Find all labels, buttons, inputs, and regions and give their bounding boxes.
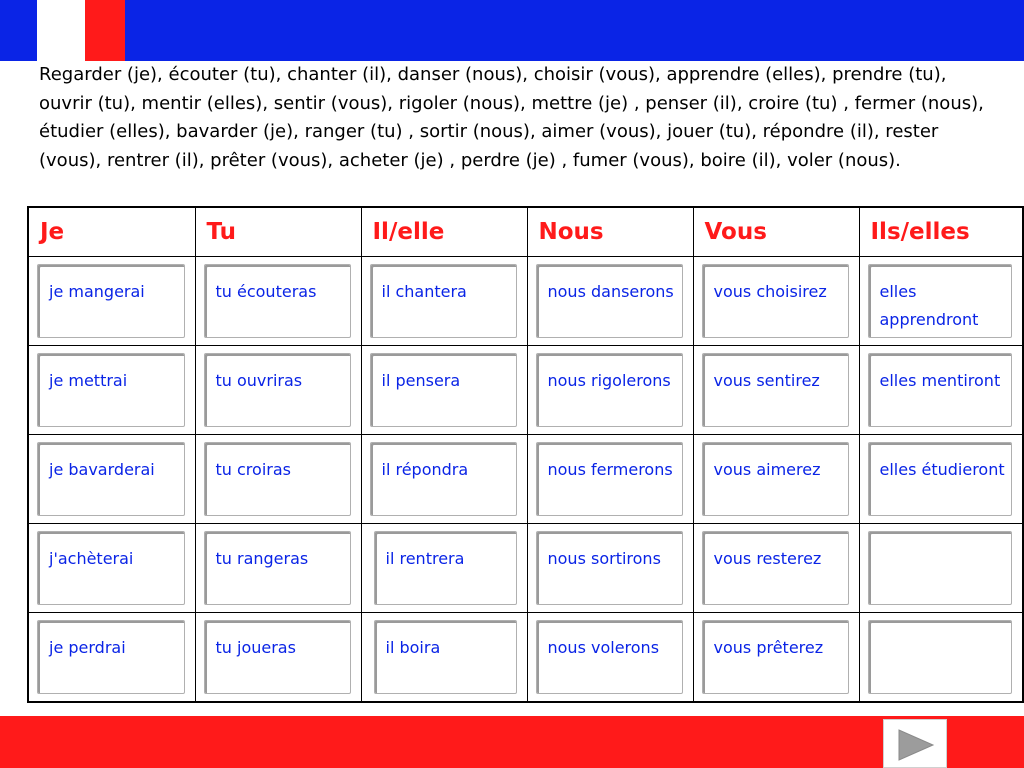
table-cell (859, 346, 1023, 435)
table-cell (527, 346, 693, 435)
answer-box[interactable] (37, 442, 185, 516)
table-row (28, 613, 1023, 703)
answer-text: vous prêterez (713, 638, 824, 657)
answer-text: tu croiras (215, 460, 291, 479)
table-cell (859, 524, 1023, 613)
answer-box[interactable] (370, 442, 517, 516)
answer-box[interactable] (204, 531, 351, 605)
answer-box[interactable] (370, 353, 517, 427)
play-arrow-icon (897, 728, 935, 762)
table-cell (361, 435, 527, 524)
answer-box[interactable] (374, 620, 517, 694)
table-cell (527, 257, 693, 346)
answer-box[interactable] (536, 442, 683, 516)
answer-box[interactable] (37, 264, 185, 338)
answer-text: nous sortirons (547, 549, 661, 568)
table-cell (28, 346, 195, 435)
answer-text: nous danserons (547, 282, 674, 301)
instructions-text: Regarder (je), écouter (tu), chanter (il), danser (nous), choisir (vous), apprendre (elles), prendre (tu), ouvrir (tu), mentir (elles), sentir (vous), rigoler (nous), mettre (je) , penser (il), croire (tu) , fermer (nous), étudier (elles), bavarder (je), ranger (tu) , sortir (nous), aimer (vous), jouer (tu), répondre (il), rester (vous), rentrer (il), prêter (vous), acheter (je) , perdre (je) , fumer (vous), boire (il), voler (nous). (39, 64, 984, 171)
table-cell (693, 346, 859, 435)
answer-box[interactable] (868, 353, 1013, 427)
answer-text: je mangerai (49, 282, 145, 301)
answer-text: je mettrai (49, 371, 128, 390)
column-header-tu: Tu (195, 207, 361, 257)
table-cell (361, 346, 527, 435)
answer-text: nous volerons (547, 638, 660, 657)
answer-text: tu écouteras (215, 282, 317, 301)
table-cell (859, 435, 1023, 524)
answer-box[interactable] (536, 620, 683, 694)
answer-box[interactable] (37, 620, 185, 694)
bottom-banner (0, 716, 1024, 768)
answer-text: il boira (385, 638, 441, 657)
table-cell (527, 435, 693, 524)
table-cell (859, 257, 1023, 346)
conjugation-table (27, 206, 1024, 703)
answer-box[interactable] (204, 353, 351, 427)
answer-text: nous rigolerons (547, 371, 671, 390)
table-cell (859, 613, 1023, 703)
flag-white-stripe (37, 0, 85, 61)
answer-box[interactable] (702, 442, 849, 516)
answer-text: elles mentiront (879, 371, 1001, 390)
answer-text: tu joueras (215, 638, 296, 657)
answer-box[interactable] (204, 620, 351, 694)
answer-text: vous resterez (713, 549, 822, 568)
table-cell (28, 435, 195, 524)
table-row (28, 257, 1023, 346)
answer-text: il pensera (381, 371, 461, 390)
table-cell (195, 613, 361, 703)
answer-box[interactable] (536, 264, 683, 338)
answer-text: elles apprendront (879, 282, 979, 329)
table-cell (361, 524, 527, 613)
table-cell (693, 435, 859, 524)
flag-red-stripe (85, 0, 125, 61)
table-cell (28, 613, 195, 703)
table-cell (195, 346, 361, 435)
column-header-nous: Nous (527, 207, 693, 257)
answer-text: vous sentirez (713, 371, 820, 390)
table-cell (527, 524, 693, 613)
column-header-il-elle: Il/elle (361, 207, 527, 257)
answer-text: je perdrai (49, 638, 126, 657)
answer-box[interactable] (204, 264, 351, 338)
table-cell (195, 524, 361, 613)
answer-text: il chantera (381, 282, 467, 301)
answer-box[interactable] (374, 531, 517, 605)
answer-box[interactable] (536, 353, 683, 427)
table-cell (361, 257, 527, 346)
table-row (28, 346, 1023, 435)
table-cell (693, 613, 859, 703)
answer-box[interactable] (536, 531, 683, 605)
header-row (28, 207, 1023, 257)
top-banner (0, 0, 1024, 61)
answer-box[interactable] (868, 531, 1013, 605)
answer-box[interactable] (702, 620, 849, 694)
answer-text: vous choisirez (713, 282, 827, 301)
answer-text: vous aimerez (713, 460, 821, 479)
table-cell (28, 524, 195, 613)
table-cell (28, 257, 195, 346)
table-cell (527, 613, 693, 703)
column-header-ils-elles: Ils/elles (859, 207, 1023, 257)
answer-box[interactable] (204, 442, 351, 516)
table-row (28, 524, 1023, 613)
next-button[interactable] (883, 719, 947, 768)
answer-box[interactable] (702, 264, 849, 338)
answer-text: je bavarderai (49, 460, 155, 479)
column-header-je: Je (28, 207, 195, 257)
table-cell (693, 257, 859, 346)
answer-box[interactable] (702, 353, 849, 427)
table-cell (195, 435, 361, 524)
answer-text: tu ouvriras (215, 371, 303, 390)
answer-text: il rentrera (385, 549, 465, 568)
answer-text: tu rangeras (215, 549, 309, 568)
answer-text: elles étudieront (879, 460, 1005, 479)
answer-box[interactable] (37, 353, 185, 427)
answer-box[interactable] (868, 442, 1013, 516)
table-cell (195, 257, 361, 346)
table-row (28, 435, 1023, 524)
answer-text: j'achèterai (49, 549, 134, 568)
answer-box[interactable] (370, 264, 517, 338)
table-cell (361, 613, 527, 703)
answer-box[interactable] (37, 531, 185, 605)
table-cell (693, 524, 859, 613)
answer-box[interactable] (868, 264, 1013, 338)
answer-box[interactable] (702, 531, 849, 605)
answer-box[interactable] (868, 620, 1013, 694)
answer-text: il répondra (381, 460, 469, 479)
column-header-vous: Vous (693, 207, 859, 257)
answer-text: nous fermerons (547, 460, 673, 479)
